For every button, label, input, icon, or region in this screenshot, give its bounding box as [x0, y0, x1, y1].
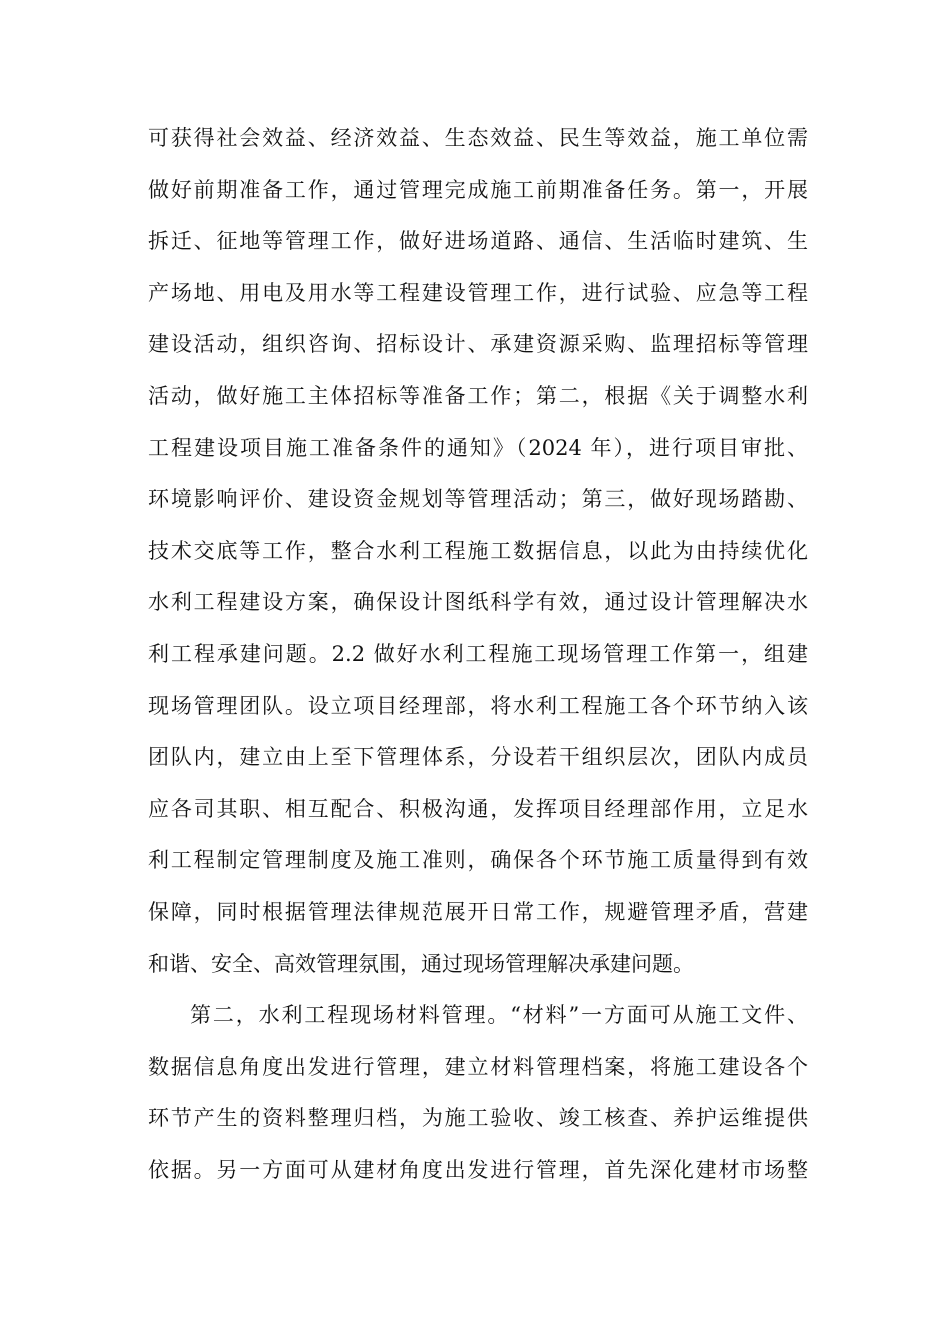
- text-line: 利工程承建问题。2.2 做好水利工程施工现场管理工作第一，组建: [148, 641, 808, 666]
- text-line: 可获得社会效益、经济效益、生态效益、民生等效益，施工单位需: [148, 126, 808, 150]
- text-line: 水利工程建设方案，确保设计图纸科学有效，通过设计管理解决水: [148, 590, 808, 615]
- text-line: 利工程制定管理制度及施工准则，确保各个环节施工质量得到有效: [148, 848, 808, 873]
- text-line: 技术交底等工作，整合水利工程施工数据信息，以此为由持续优化: [148, 538, 808, 563]
- paragraph-1: [148, 113, 808, 990]
- text-line: 数据信息角度出发进行管理，建立材料管理档案，将施工建设各个: [148, 1054, 808, 1079]
- text-line: 环节产生的资料整理归档，为施工验收、竣工核查、养护运维提供: [148, 1106, 808, 1131]
- text-line: 环境影响评价、建设资金规划等管理活动；第三，做好现场踏勘、: [148, 487, 808, 512]
- text-line: 现场管理团队。设立项目经理部，将水利工程施工各个环节纳入该: [148, 693, 808, 718]
- body-text: [148, 113, 808, 1196]
- text-line: 拆迁、征地等管理工作，做好进场道路、通信、生活临时建筑、生: [148, 229, 808, 254]
- paragraph-2: [148, 990, 808, 1196]
- text-line: 建设活动，组织咨询、招标设计、承建资源采购、监理招标等管理: [148, 332, 808, 357]
- text-line: 第二，水利工程现场材料管理。“材料”一方面可从施工文件、: [190, 1003, 808, 1028]
- text-line: 做好前期准备工作，通过管理完成施工前期准备任务。第一，开展: [148, 177, 808, 202]
- text-line: 工程建设项目施工准备条件的通知》（2024 年），进行项目审批、: [148, 435, 808, 460]
- text-line: 保障，同时根据管理法律规范展开日常工作，规避管理矛盾，营建: [148, 899, 808, 924]
- text-line: 团队内，建立由上至下管理体系，分设若干组织层次，团队内成员: [148, 745, 808, 770]
- text-line: 和谐、安全、高效管理氛围，通过现场管理解决承建问题。: [148, 951, 694, 976]
- text-line: 活动，做好施工主体招标等准备工作；第二，根据《关于调整水利: [148, 383, 808, 408]
- text-line: 产场地、用电及用水等工程建设管理工作，进行试验、应急等工程: [148, 280, 808, 305]
- text-line: 应各司其职、相互配合、积极沟通，发挥项目经理部作用，立足水: [148, 796, 808, 821]
- text-line: 依据。另一方面可从建材角度出发进行管理，首先深化建材市场整: [148, 1157, 808, 1182]
